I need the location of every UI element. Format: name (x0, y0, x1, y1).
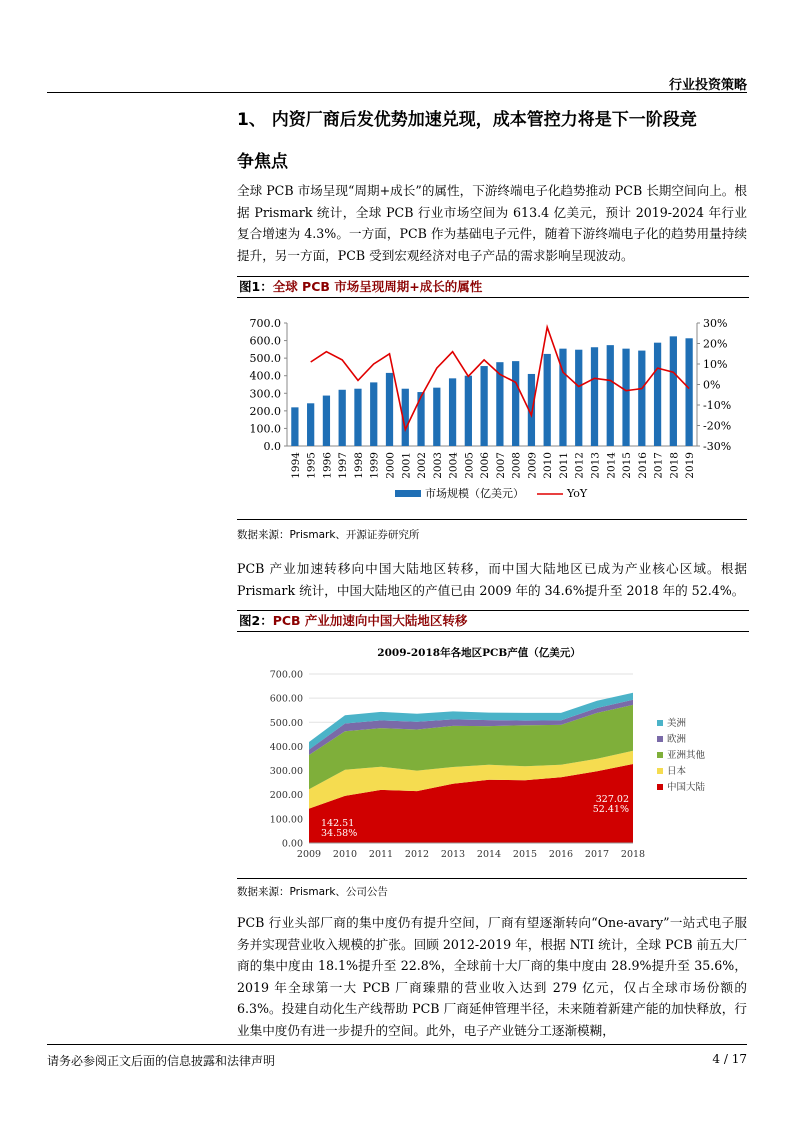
figure1-title: 全球 PCB 市场呈现周期+成长的属性 (272, 279, 483, 294)
x-tick-label: 2015 (512, 849, 538, 860)
figure1-bottom-rule (237, 519, 747, 520)
bar (685, 338, 692, 446)
y-tick-label: 200.00 (269, 790, 303, 802)
header-rule (47, 92, 747, 93)
figure2-title-bar (237, 610, 749, 632)
annotation-end-value: 327.02 (595, 793, 629, 805)
x-tick-label: 2012 (404, 849, 430, 860)
y-tick-label-left: 500.0 (249, 352, 281, 366)
y-tick-label-left: 600.0 (249, 334, 281, 348)
bar (654, 343, 661, 446)
x-tick-label: 2017 (584, 849, 610, 860)
bar (622, 349, 629, 446)
figure2-source: 数据来源：Prismark、公司公告 (237, 886, 388, 898)
x-tick-label: 1999 (368, 452, 381, 479)
bar (354, 389, 361, 446)
legend-swatch (657, 736, 663, 742)
x-tick-label: 2014 (476, 849, 502, 860)
section-title-line2: 争焦点 (237, 152, 288, 172)
x-tick-label: 2005 (463, 452, 476, 479)
y-tick-label-left: 0.0 (263, 440, 281, 453)
y-tick-label-right: 30% (703, 317, 728, 330)
x-tick-label: 1996 (321, 452, 334, 479)
annotation-end-pct: 52.41% (592, 804, 629, 816)
legend-label-bar: 市场规模（亿美元） (425, 487, 524, 500)
bar (544, 354, 551, 446)
bar (465, 376, 472, 446)
y-tick-label-left: 300.0 (249, 387, 281, 401)
bar (307, 403, 314, 446)
bar (670, 336, 677, 446)
x-tick-label: 2012 (573, 452, 586, 479)
x-tick-label: 2019 (684, 452, 697, 479)
x-tick-label: 2001 (400, 452, 413, 479)
paragraph-2: PCB 产业加速转移向中国大陆地区转移，而中国大陆地区已成为产业核心区域。根据 Prismark 统计，中国大陆地区的产值已由 2009 年的 34.6%提升至 2018 年的 52.4%。 (237, 561, 747, 598)
y-tick-label: 400.00 (269, 741, 303, 753)
figure1-label: 图1： (239, 279, 273, 294)
figure1-chart (237, 305, 747, 515)
legend-label: 中国大陆 (667, 782, 706, 793)
figure2-title: PCB 产业加速向中国大陆地区转移 (272, 613, 468, 628)
footer-disclaimer: 请务必参阅正文后面的信息披露和法律声明 (47, 1054, 276, 1068)
legend-label: 日本 (667, 766, 687, 777)
bar (323, 396, 330, 446)
bar (433, 388, 440, 446)
bar (591, 347, 598, 446)
x-tick-label: 2016 (548, 849, 574, 860)
x-tick-label: 2006 (479, 452, 492, 479)
legend-label: 美洲 (667, 718, 687, 729)
bar (512, 361, 519, 446)
bar (370, 382, 377, 446)
figure2-chart (237, 640, 747, 872)
y-tick-label-right: 0% (703, 378, 721, 392)
x-tick-label: 1994 (289, 452, 302, 479)
annotation-start-pct: 34.58% (321, 827, 358, 839)
x-tick-label: 1995 (305, 452, 318, 479)
y-tick-label: 700.00 (269, 669, 303, 681)
report-category: 行业投资策略 (668, 78, 747, 93)
y-tick-label-left: 200.0 (249, 404, 281, 418)
y-tick-label-right: -30% (703, 440, 732, 453)
legend-swatch (657, 720, 663, 726)
bar (480, 366, 487, 446)
x-tick-label: 2002 (416, 452, 429, 479)
bar (449, 378, 456, 446)
x-tick-label: 2010 (542, 452, 555, 479)
y-tick-label: 100.00 (269, 814, 303, 826)
x-tick-label: 2003 (431, 452, 444, 479)
bar (339, 390, 346, 446)
x-tick-label: 2017 (652, 452, 665, 479)
y-tick-label: 500.00 (269, 717, 303, 729)
x-tick-label: 2018 (668, 452, 681, 479)
x-tick-label: 1997 (337, 452, 350, 479)
bar (607, 345, 614, 446)
y-tick-label: 0.00 (281, 838, 303, 850)
figure2-label: 图2： (239, 613, 273, 628)
annotation-start-value: 142.51 (321, 818, 355, 830)
x-tick-label: 2016 (636, 452, 649, 479)
x-tick-label: 1998 (352, 452, 365, 479)
x-tick-label: 2011 (557, 452, 570, 479)
x-tick-label: 2018 (620, 849, 646, 860)
y-tick-label: 300.00 (269, 766, 303, 778)
x-tick-label: 2008 (510, 452, 523, 479)
x-tick-label: 2007 (494, 452, 507, 479)
y-tick-label-right: -20% (703, 419, 732, 433)
legend-label-line: YoY (567, 487, 588, 500)
x-tick-label: 2010 (332, 849, 358, 860)
x-tick-label: 2014 (605, 452, 618, 479)
legend-swatch (657, 784, 663, 790)
page-number: 4 / 17 (712, 1052, 747, 1066)
figure2-bottom-rule (237, 878, 747, 879)
bar (575, 350, 582, 446)
x-tick-label: 2009 (526, 452, 539, 479)
bar (386, 373, 393, 446)
y-tick-label: 600.00 (269, 693, 303, 705)
bar (638, 351, 645, 446)
y-tick-label-right: 10% (703, 358, 728, 371)
x-tick-label: 2011 (368, 849, 394, 860)
y-tick-label-left: 700.0 (249, 317, 281, 330)
bar (417, 392, 424, 446)
legend-label: 亚洲其他 (667, 750, 706, 761)
x-tick-label: 2004 (447, 452, 460, 479)
x-tick-label: 2013 (440, 849, 466, 860)
y-tick-label-left: 400.0 (249, 369, 281, 383)
figure1-source: 数据来源：Prismark、开源证券研究所 (237, 529, 420, 541)
x-tick-label: 2015 (621, 452, 634, 479)
figure1-title-bar (237, 276, 749, 298)
x-tick-label: 2000 (384, 452, 397, 479)
chart2-title: 2009-2018年各地区PCB产值（亿美元） (377, 647, 581, 659)
paragraph-3: PCB 行业头部厂商的集中度仍有提升空间，厂商有望逐渐转向“One-avary”一站式电子服务并实现营业收入规模的扩张。回顾 2012-2019 年，根据 NTI 统计，全球 PCB 前五大厂商的集中度由 18.1%提升至 22.8%，全球前十大厂商的集中度由 28.9%提升至 35.6%，2019 年全球第一大 PCB 厂商臻鼎的营业收入达到 279 亿元，仅占全球市场份额的 6.3%。投建自动化生产线帮助 PCB 厂商延伸管理半径，未来随着新建产能的加快释放，行业集中度仍有进一步提升的空间。此外，电子产业链分工逐渐模糊， (237, 915, 747, 1038)
y-tick-label-right: 20% (703, 337, 728, 351)
bar (291, 407, 298, 446)
y-tick-label-left: 100.0 (249, 422, 281, 436)
paragraph-1: 全球 PCB 市场呈现“周期+成长”的属性，下游终端电子化趋势推动 PCB 长期空间向上。根据 Prismark 统计，全球 PCB 行业市场空间为 613.4 亿美元，预计 2019-2024 年行业复合增速为 4.3%。一方面，PCB 作为基础电子元件，随着下游终端电子化的趋势用量持续提升，另一方面，PCB 受到宏观经济对电子产品的需求影响呈现波动。 (237, 183, 747, 263)
y-tick-label-right: -10% (703, 399, 732, 412)
x-tick-label: 2013 (589, 452, 602, 479)
legend-swatch-bar (395, 490, 421, 497)
x-tick-label: 2009 (296, 849, 322, 860)
legend-swatch (657, 752, 663, 758)
footer-rule (47, 1044, 747, 1045)
legend-swatch (657, 768, 663, 774)
legend-label: 欧洲 (667, 734, 687, 745)
section-title-line1: 1、 内资厂商后发优势加速兑现，成本管控力将是下一阶段竞 (237, 110, 697, 130)
